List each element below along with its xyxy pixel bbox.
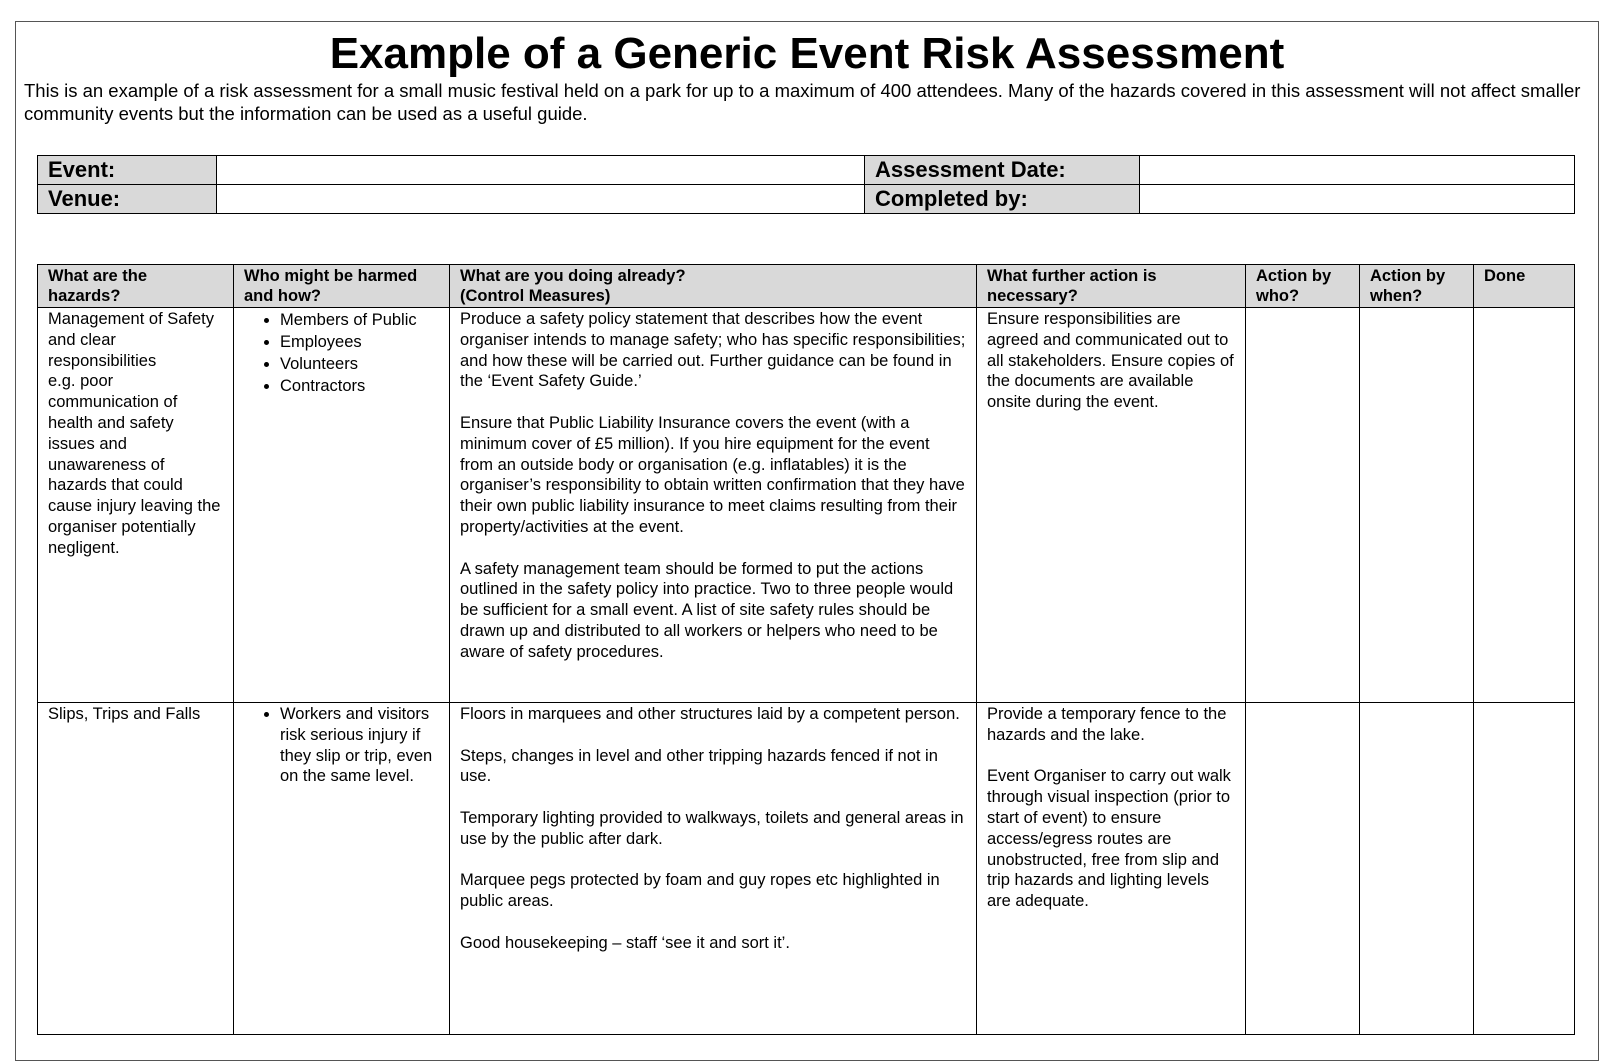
completed-by-label: Completed by: (865, 185, 1140, 214)
assessment-date-field[interactable] (1140, 156, 1575, 185)
who-harmed-list (244, 309, 439, 397)
control-paragraph: A safety management team should be formed to put the actions outlined in the safety policy into practice. Two to three people would be sufficient for a small event. A list of site safety rules should be drawn up and distributed to all workers or helpers who need to be aware of safety procedures. (460, 559, 954, 661)
venue-info-row (38, 185, 1575, 214)
venue-label: Venue: (38, 185, 217, 214)
further-action-paragraph: Ensure responsibilities are agreed and communicated out to all stakeholders. Ensure copies of the documents are available onsite during the event. (987, 310, 1234, 412)
completed-by-field[interactable] (1140, 185, 1575, 214)
who-harmed-cell (234, 308, 450, 703)
header-control-measures: What are you doing already? (Control Measures) (450, 265, 977, 308)
action-by-when-cell[interactable] (1360, 308, 1474, 703)
header-hazards: What are the hazards? (38, 265, 234, 308)
done-cell[interactable] (1474, 308, 1575, 703)
hazard-cell (38, 308, 234, 703)
further-action-cell (977, 703, 1246, 1035)
action-by-who-cell[interactable] (1246, 703, 1360, 1035)
control-measures-cell (450, 308, 977, 703)
risk-assessment-table (37, 264, 1575, 1035)
hazard-cell (38, 703, 234, 1035)
done-cell[interactable] (1474, 703, 1575, 1035)
event-info-table (37, 155, 1575, 214)
venue-field[interactable] (217, 185, 865, 214)
header-further-action: What further action is necessary? (977, 265, 1246, 308)
further-action-cell (977, 308, 1246, 703)
further-action-paragraph: Provide a temporary fence to the hazards and the lake. (987, 705, 1227, 744)
table-row (38, 308, 1575, 703)
list-item: • Employees (280, 331, 439, 353)
action-by-who-cell[interactable] (1246, 308, 1360, 703)
page-title: Example of a Generic Event Risk Assessment (329, 29, 1285, 78)
control-paragraph: Steps, changes in level and other tripping hazards fenced if not in use. (460, 746, 938, 786)
who-harmed-cell (234, 703, 450, 1035)
list-item: • Workers and visitors risk serious injury if they slip or trip, even on the same level. (280, 704, 439, 787)
who-harmed-list (244, 704, 439, 787)
control-paragraph: Ensure that Public Liability Insurance covers the event (with a minimum cover of £5 million). If you hire equipment for the event from an outside body or organisation (e.g. inflatables) it is the organiser’s responsibility to obtain written confirmation that they have their own public liability insurance to meet claims resulting from their property/activities at the event. (460, 413, 965, 536)
control-measures-cell (450, 703, 977, 1035)
list-item: • Members of Public (280, 309, 439, 331)
hazard-text: Management of Safety and clear responsibilities e.g. poor communication of health and safety issues and unawareness of hazards that could cause injury leaving the organiser potentially negligent. (48, 310, 221, 557)
header-done: Done (1474, 265, 1575, 308)
event-field[interactable] (217, 156, 865, 185)
table-header-row (38, 265, 1575, 308)
assessment-date-label: Assessment Date: (865, 156, 1140, 185)
header-action-by-when: Action by when? (1360, 265, 1474, 308)
event-label: Event: (38, 156, 217, 185)
event-info-row (38, 156, 1575, 185)
control-paragraph: Floors in marquees and other structures laid by a competent person. (460, 705, 960, 723)
control-paragraph: Good housekeeping – staff ‘see it and sort it’. (460, 933, 790, 952)
list-item: • Contractors (280, 375, 439, 397)
control-paragraph: Produce a safety policy statement that describes how the event organiser intends to manage safety; who has specific responsibilities; and how these will be carried out. Further guidance can be found in the ‘Event Safety Guide.’ (460, 310, 966, 391)
control-paragraph: Marquee pegs protected by foam and guy ropes etc highlighted in public areas. (460, 871, 940, 911)
header-who-harmed: Who might be harmed and how? (234, 265, 450, 308)
intro-paragraph: This is an example of a risk assessment for a small music festival held on a park for up to a maximum of 400 attendees. Many of the hazards covered in this assessment will not affect smaller community events but the information can be used as a useful guide. (24, 80, 1581, 124)
header-action-by-who: Action by who? (1246, 265, 1360, 308)
action-by-when-cell[interactable] (1360, 703, 1474, 1035)
hazard-text: Slips, Trips and Falls (48, 705, 201, 723)
control-paragraph: Temporary lighting provided to walkways, toilets and general areas in use by the public after dark. (460, 808, 964, 848)
table-row (38, 703, 1575, 1035)
list-item: • Volunteers (280, 353, 439, 375)
further-action-paragraph: Event Organiser to carry out walk through visual inspection (prior to start of event) to ensure access/egress routes are unobstructed, free from slip and trip hazards and lighting levels are adequate. (987, 767, 1231, 911)
